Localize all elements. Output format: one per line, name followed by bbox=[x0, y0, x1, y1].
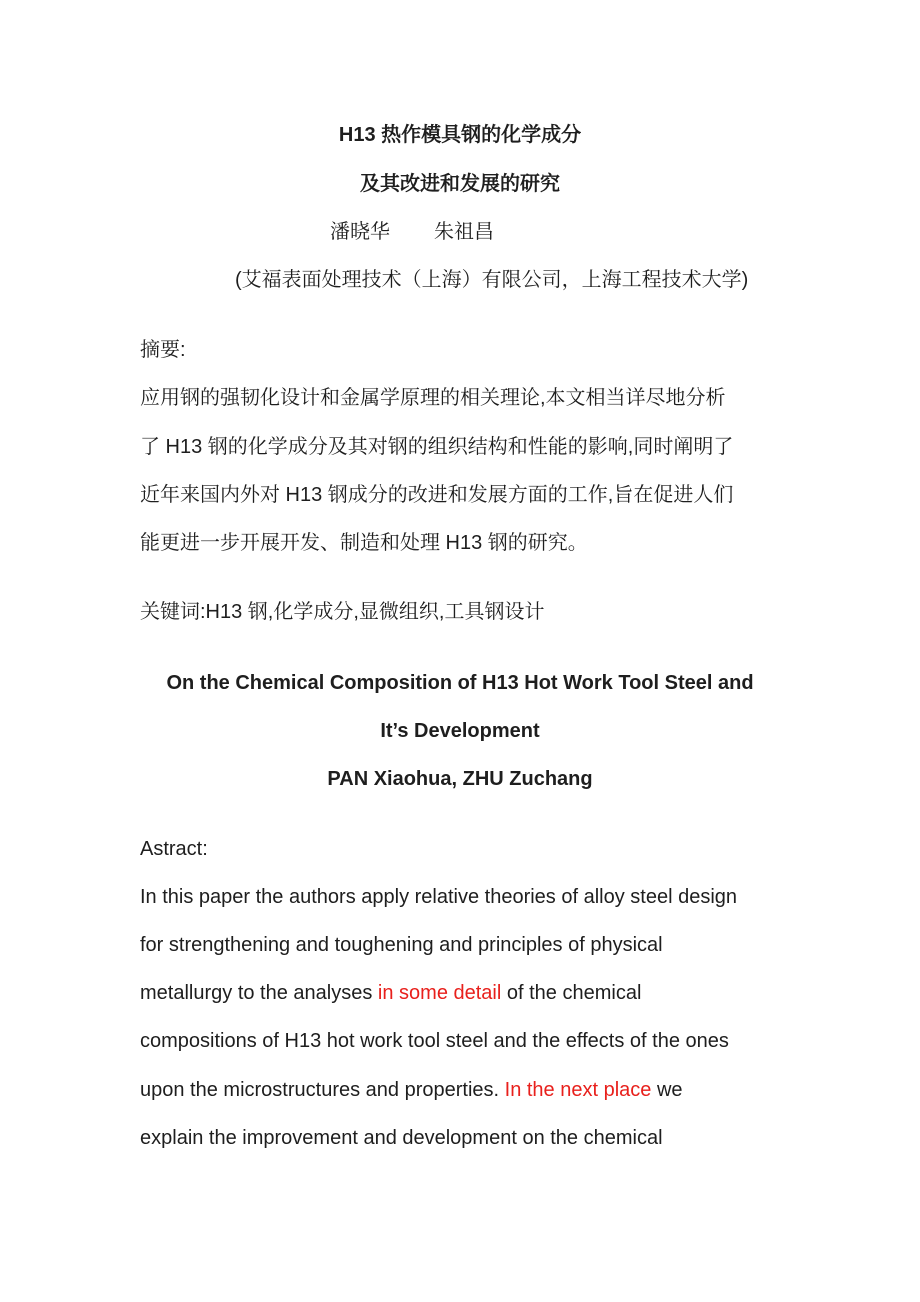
cn-authors bbox=[330, 218, 494, 246]
cn-author-2: 朱祖昌 bbox=[434, 221, 494, 243]
en-line-5-start: upon the microstructures and properties. bbox=[140, 1079, 505, 1101]
en-abstract-line-3 bbox=[140, 979, 641, 1007]
cn-keywords: 关键词:H13 钢,化学成分,显微组织,工具钢设计 bbox=[140, 601, 545, 623]
cn-abstract-line-2: 了 H13 钢的化学成分及其对钢的组织结构和性能的影响,同时阐明了 bbox=[140, 436, 734, 458]
cn-affiliation: (艾福表面处理技术（上海）有限公司，上海工程技术大学) bbox=[235, 269, 749, 291]
cn-abstract-line-3: 近年来国内外对 H13 钢成分的改进和发展方面的工作,旨在促进人们 bbox=[140, 484, 734, 506]
en-line-3-start: metallurgy to the analyses bbox=[140, 982, 378, 1004]
en-title-line-2: It’s Development bbox=[380, 720, 540, 742]
highlight-in-the-next-place: In the next place bbox=[504, 1079, 652, 1101]
en-line-3-end: of the chemical bbox=[501, 982, 642, 1004]
cn-title-line-1: H13 热作模具钢的化学成分 bbox=[338, 124, 582, 146]
cn-abstract-line-4: 能更进一步开展开发、制造和处理 H13 钢的研究。 bbox=[140, 532, 588, 554]
cn-abstract-line-1: 应用钢的强韧化设计和金属学原理的相关理论,本文相当详尽地分析 bbox=[140, 387, 726, 409]
en-authors: PAN Xiaohua, ZHU Zuchang bbox=[327, 768, 593, 790]
en-abstract-line-6: explain the improvement and development on the chemical bbox=[140, 1127, 663, 1149]
en-abstract-line-1: In this paper the authors apply relative theories of alloy steel design bbox=[140, 886, 738, 908]
en-abstract-line-4: compositions of H13 hot work tool steel and the effects of the ones bbox=[140, 1030, 729, 1052]
en-abstract-line-5 bbox=[140, 1076, 683, 1104]
en-line-5-end: we bbox=[651, 1079, 683, 1101]
en-abstract-line-2: for strengthening and toughening and principles of physical bbox=[140, 934, 663, 956]
cn-author-1: 潘晓华 bbox=[330, 221, 390, 243]
cn-abstract-label: 摘要: bbox=[140, 339, 186, 361]
en-title-line-1: On the Chemical Composition of H13 Hot Work Tool Steel and bbox=[166, 672, 754, 694]
cn-title-line-2: 及其改进和发展的研究 bbox=[360, 173, 560, 195]
highlight-in-some-detail: in some detail bbox=[377, 982, 502, 1004]
en-abstract-label: Astract: bbox=[140, 838, 208, 860]
